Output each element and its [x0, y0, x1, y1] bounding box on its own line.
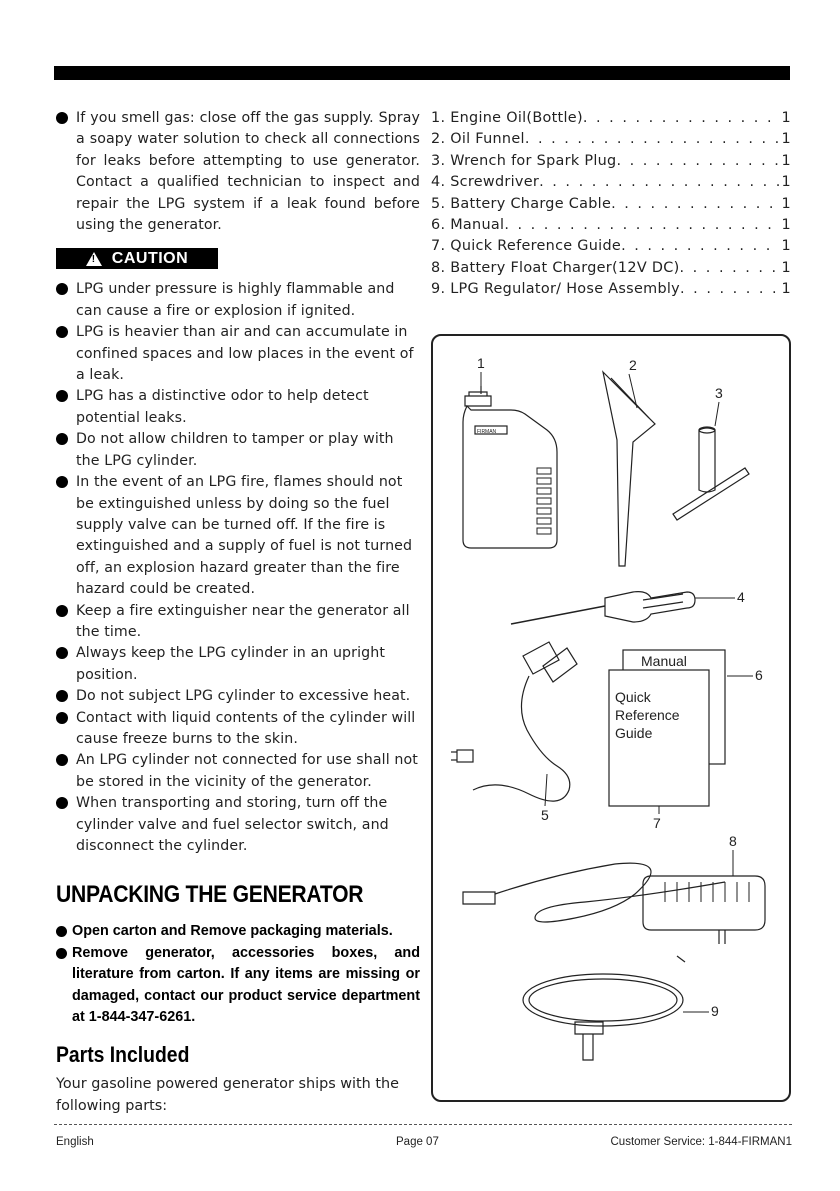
- callout-1: 1: [477, 355, 485, 371]
- part-name: 4. Screwdriver: [431, 174, 540, 191]
- parts-list: [431, 108, 791, 301]
- wrench-illustration: [673, 427, 749, 520]
- callout-7: 7: [653, 815, 661, 831]
- parts-list-item: [431, 172, 791, 193]
- guide-label-line-2: Reference: [615, 707, 680, 723]
- parts-list-item: [431, 236, 791, 257]
- bullet-icon: [56, 605, 68, 617]
- part-qty: 1: [781, 281, 791, 298]
- header-rule: [54, 66, 790, 80]
- bullet-icon: [56, 390, 68, 402]
- unpacking-title: UNPACKING THE GENERATOR: [56, 881, 364, 909]
- caution-list: [56, 279, 420, 857]
- dot-leader: [680, 279, 780, 300]
- caution-item-text: LPG has a distinctive odor to help detect potential leaks.: [76, 388, 369, 426]
- parts-list-item: [431, 215, 791, 236]
- guide-label-line-3: Guide: [615, 725, 653, 741]
- part-qty: 1: [781, 174, 791, 191]
- unpacking-item: [56, 921, 420, 942]
- part-qty: 1: [781, 238, 791, 255]
- dot-leader: [616, 151, 779, 172]
- oil-bottle-illustration: [463, 386, 557, 548]
- dot-leader: [539, 172, 779, 193]
- part-qty: 1: [781, 259, 791, 276]
- manual-label: Manual: [641, 653, 687, 669]
- bullet-icon: [56, 283, 68, 295]
- caution-item: [56, 708, 420, 751]
- bullet-icon: [56, 433, 68, 445]
- caution-item: [56, 279, 420, 322]
- bullet-icon: [56, 476, 68, 488]
- caution-banner: [56, 248, 218, 269]
- gas-warning-text: If you smell gas: close off the gas supply. Spray a soapy water solution to check all connections for leaks before attempting to use generator. Contact a qualified technician to inspect and repair the LPG system if a leak found before using the generator.: [76, 110, 420, 234]
- caution-item: [56, 601, 420, 644]
- caution-item: [56, 750, 420, 793]
- caution-label: CAUTION: [111, 250, 189, 268]
- caution-item-text: An LPG cylinder not connected for use shall not be stored in the vicinity of the generator.: [76, 752, 418, 790]
- caution-item: [56, 429, 420, 472]
- unpacking-item-text: Open carton and Remove packaging materials.: [72, 923, 393, 940]
- caution-item-text: LPG under pressure is highly flammable and can cause a fire or explosion if ignited.: [76, 281, 395, 319]
- callout-9: 9: [711, 1003, 719, 1019]
- warning-triangle-icon: !: [86, 252, 102, 266]
- part-name: 5. Battery Charge Cable: [431, 195, 612, 212]
- caution-item-text: Contact with liquid contents of the cylinder will cause freeze burns to the skin.: [76, 709, 416, 747]
- caution-item-text: Do not subject LPG cylinder to excessive heat.: [76, 688, 411, 705]
- parts-included-intro: Your gasoline powered generator ships with the following parts:: [56, 1076, 399, 1114]
- unpacking-item-text: Remove generator, accessories boxes, and literature from carton. If any items are missing or damaged, contact our product service department at 1-844-347-6261.: [72, 944, 420, 1026]
- callout-3: 3: [715, 385, 723, 401]
- caution-item-text: When transporting and storing, turn off the cylinder valve and fuel selector switch, and disconnect the cylinder.: [76, 795, 389, 854]
- float-charger-illustration: [463, 863, 765, 944]
- parts-list-item: [431, 194, 791, 215]
- callout-6: 6: [755, 667, 763, 683]
- part-name: 8. Battery Float Charger(12V DC): [431, 259, 680, 276]
- parts-list-item: [431, 151, 791, 172]
- part-name: 9. LPG Regulator/ Hose Assembly: [431, 281, 681, 298]
- callout-8: 8: [729, 833, 737, 849]
- callout-2: 2: [629, 357, 637, 373]
- part-qty: 1: [781, 110, 791, 126]
- bullet-icon: [56, 647, 68, 659]
- parts-list-item: [431, 108, 791, 129]
- bullet-icon: [56, 712, 68, 724]
- part-qty: 1: [781, 195, 791, 212]
- caution-item: [56, 643, 420, 686]
- left-column: [56, 108, 420, 1117]
- callout-4: 4: [737, 589, 745, 605]
- part-qty: 1: [781, 152, 791, 169]
- part-name: 2. Oil Funnel: [431, 131, 525, 148]
- dot-leader: [611, 194, 779, 215]
- footer-language: English: [56, 1136, 94, 1148]
- caution-item-text: Always keep the LPG cylinder in an upright position.: [76, 645, 386, 683]
- caution-item-text: LPG is heavier than air and can accumulate in confined spaces and low places in the event of a leak.: [76, 324, 414, 384]
- callout-5: 5: [541, 807, 549, 823]
- caution-item: [56, 793, 420, 857]
- bullet-icon: [56, 797, 68, 809]
- parts-included-title: Parts Included: [56, 1042, 190, 1068]
- bottle-label: FIRMAN: [477, 429, 497, 435]
- bullet-icon: [56, 112, 68, 124]
- funnel-illustration: [603, 372, 655, 566]
- unpacking-item: [56, 943, 420, 1029]
- gas-warning-item: [56, 108, 420, 236]
- bullet-icon: [56, 948, 67, 959]
- bullet-icon: [56, 926, 67, 937]
- caution-item-text: In the event of an LPG fire, flames should not be extinguished unless by doing so the fuel supply valve can be turned off. If the fire is extinguished and a supply of fuel is not turned off, an explosion hazard greater than the fire hazard could be created.: [76, 474, 413, 598]
- caution-item: [56, 472, 420, 600]
- bullet-icon: [56, 754, 68, 766]
- caution-item: [56, 686, 420, 707]
- dot-leader: [504, 215, 779, 236]
- caution-item: [56, 322, 420, 386]
- footer-page: Page 07: [396, 1136, 439, 1148]
- parts-illustration: [431, 334, 791, 1102]
- part-qty: 1: [781, 217, 791, 234]
- dot-leader: [525, 129, 780, 150]
- dot-leader: [583, 108, 780, 129]
- caution-item-text: Keep a fire extinguisher near the generator all the time.: [76, 602, 410, 640]
- part-name: 3. Wrench for Spark Plug: [431, 152, 617, 169]
- part-qty: 1: [781, 131, 791, 148]
- caution-item: [56, 386, 420, 429]
- screwdriver-illustration: [511, 592, 695, 624]
- caution-item-text: Do not allow children to tamper or play with the LPG cylinder.: [76, 431, 394, 469]
- quick-guide-illustration: [609, 670, 709, 806]
- dot-leader: [680, 258, 780, 279]
- part-name: 1. Engine Oil(Bottle): [431, 110, 583, 126]
- unpacking-list: [56, 921, 420, 1028]
- bullet-icon: [56, 690, 68, 702]
- parts-list-item: [431, 258, 791, 279]
- bullet-icon: [56, 326, 68, 338]
- charge-cable-illustration: [451, 642, 577, 801]
- part-name: 6. Manual: [431, 217, 505, 234]
- parts-list-item: [431, 129, 791, 150]
- parts-list-item: [431, 279, 791, 300]
- dot-leader: [621, 236, 779, 257]
- guide-label-line-1: Quick: [615, 689, 651, 705]
- footer-service: Customer Service: 1-844-FIRMAN1: [610, 1136, 792, 1148]
- part-name: 7. Quick Reference Guide: [431, 238, 622, 255]
- footer-rule: [54, 1124, 792, 1125]
- regulator-hose-illustration: [523, 956, 685, 1060]
